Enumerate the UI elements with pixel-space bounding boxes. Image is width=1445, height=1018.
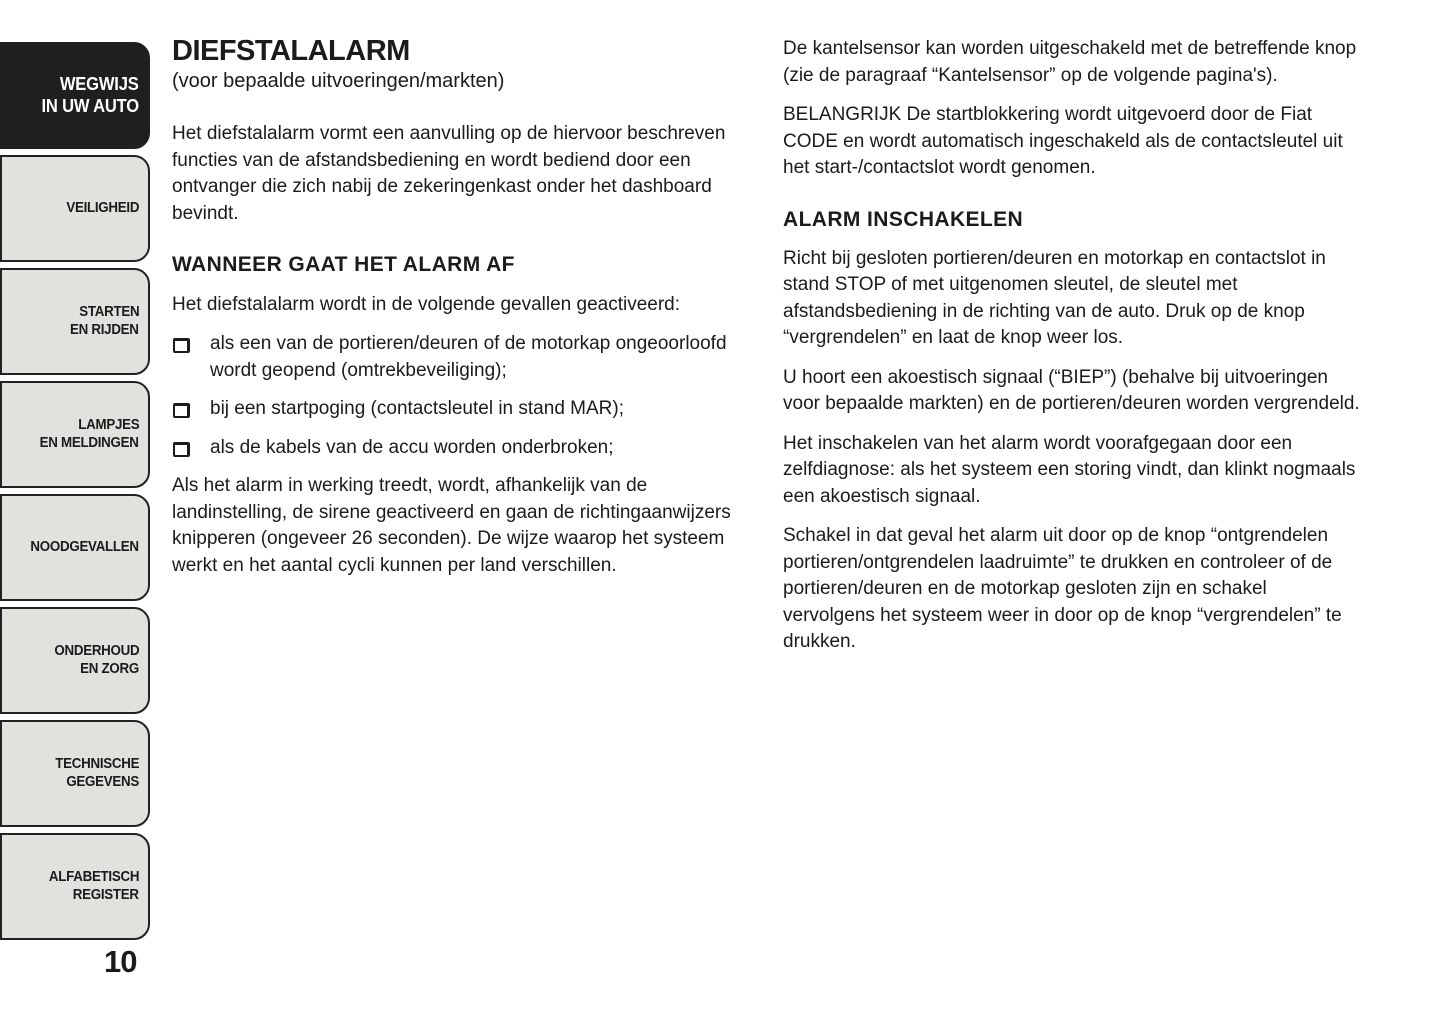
tab-label-line: ONDERHOUD — [54, 643, 139, 660]
page-number: 10 — [104, 944, 137, 979]
bullet-list — [172, 331, 744, 461]
paragraph: De kantelsensor kan worden uitgeschakeld met de betreffende knop (zie de paragraaf “Kantelsensor” op de volgende pagina's). — [783, 38, 1357, 86]
sidebar-tab-alfabetisch-register — [0, 833, 150, 940]
sidebar-tab-veiligheid — [0, 155, 150, 262]
tab-label-line: EN RIJDEN — [70, 321, 139, 338]
tab-label-line: IN UW AUTO — [41, 95, 139, 116]
left-column — [172, 36, 744, 592]
paragraph: Het inschakelen van het alarm wordt voorafgegaan door een zelfdiagnose: als het systeem een storing vindt, dan klinkt nogmaals een akoestisch signaal. — [783, 432, 1356, 507]
bullet-item — [172, 331, 744, 384]
bullet-square-icon — [173, 442, 190, 457]
sidebar-tab-starten-en-rijden — [0, 268, 150, 375]
tab-label-line: LAMPJES — [77, 417, 139, 434]
tab-label-line: STARTEN — [78, 304, 139, 321]
sidebar-tab-technische-gegevens — [0, 720, 150, 827]
tab-label-line: ALFABETISCH — [48, 869, 139, 886]
paragraph: Richt bij gesloten portieren/deuren en motorkap en contactslot in stand STOP of met uitgenomen sleutel, de sleutel met afstandsbediening in de richting van de auto. Druk op de knop “vergrendelen” en laat de knop weer los. — [783, 247, 1326, 349]
sidebar-tab-wegwijs-in-uw-auto — [0, 42, 150, 149]
paragraph: Het diefstalalarm vormt een aanvulling op de hiervoor beschreven functies van de afstandsbediening en wordt bediend door een ontvanger die zich nabij de zekeringenkast onder het dashboard bevindt. — [172, 123, 726, 224]
tab-label-line: GEGEVENS — [66, 773, 139, 790]
section-heading-wanneer-gaat-het-alarm-af: WANNEER GAAT HET ALARM AF — [172, 253, 515, 277]
tab-label-line: WEGWIJS — [60, 73, 139, 94]
tab-label-line: EN ZORG — [80, 660, 139, 677]
paragraph: Als het alarm in werking treedt, wordt, afhankelijk van de landinstelling, de sirene geactiveerd en gaan de richtingaanwijzers knipperen (ongeveer 26 seconden). De wijze waarop het systeem werkt en het aantal cycli kunnen per land verschillen. — [172, 475, 731, 576]
tab-label-line: VEILIGHEID — [66, 199, 139, 216]
sidebar-tab-onderhoud-en-zorg — [0, 607, 150, 714]
bullet-text: als de kabels van de accu worden onderbroken; — [210, 436, 614, 458]
sidebar-tab-lampjes-en-meldingen — [0, 381, 150, 488]
bullet-item — [172, 396, 744, 423]
bullet-square-icon — [173, 338, 190, 353]
bullet-text: bij een startpoging (contactsleutel in stand MAR); — [210, 398, 624, 420]
bullet-text: als een van de portieren/deuren of de motorkap ongeoorloofd wordt geopend (omtrekbeveiliging); — [210, 333, 727, 381]
paragraph: Schakel in dat geval het alarm uit door op de knop “ontgrendelen portieren/ontgrendelen laadruimte” te drukken en controleer of de portieren/deuren en de motorkap gesloten zijn en schakel vervolgens het systeem weer in door op de knop “vergrendelen” te drukken. — [783, 525, 1342, 653]
tab-label-line: EN MELDINGEN — [40, 434, 139, 451]
paragraph: BELANGRIJK De startblokkering wordt uitgevoerd door de Fiat CODE en wordt automatisch ingeschakeld als de contactsleutel uit het start-/contactslot wordt genomen. — [783, 104, 1343, 178]
chapter-tab-sidebar — [0, 42, 150, 946]
tab-label-line: TECHNISCHE — [55, 756, 139, 773]
right-column — [783, 36, 1363, 669]
section-heading-alarm-inschakelen: ALARM INSCHAKELEN — [783, 207, 1024, 231]
tab-label-line: REGISTER — [73, 886, 139, 903]
tab-label-line: NOODGEVALLEN — [30, 538, 139, 555]
paragraph: Het diefstalalarm wordt in de volgende gevallen geactiveerd: — [172, 293, 681, 315]
page-subtitle: (voor bepaalde uitvoeringen/markten) — [172, 70, 505, 93]
bullet-item — [172, 435, 744, 462]
page-title: DIEFSTALALARM — [172, 35, 410, 67]
sidebar-tab-noodgevallen — [0, 494, 150, 601]
paragraph: U hoort een akoestisch signaal (“BIEP”) (behalve bij uitvoeringen voor bepaalde markten) en de portieren/deuren worden vergrendeld. — [783, 366, 1360, 415]
bullet-square-icon — [173, 403, 190, 418]
